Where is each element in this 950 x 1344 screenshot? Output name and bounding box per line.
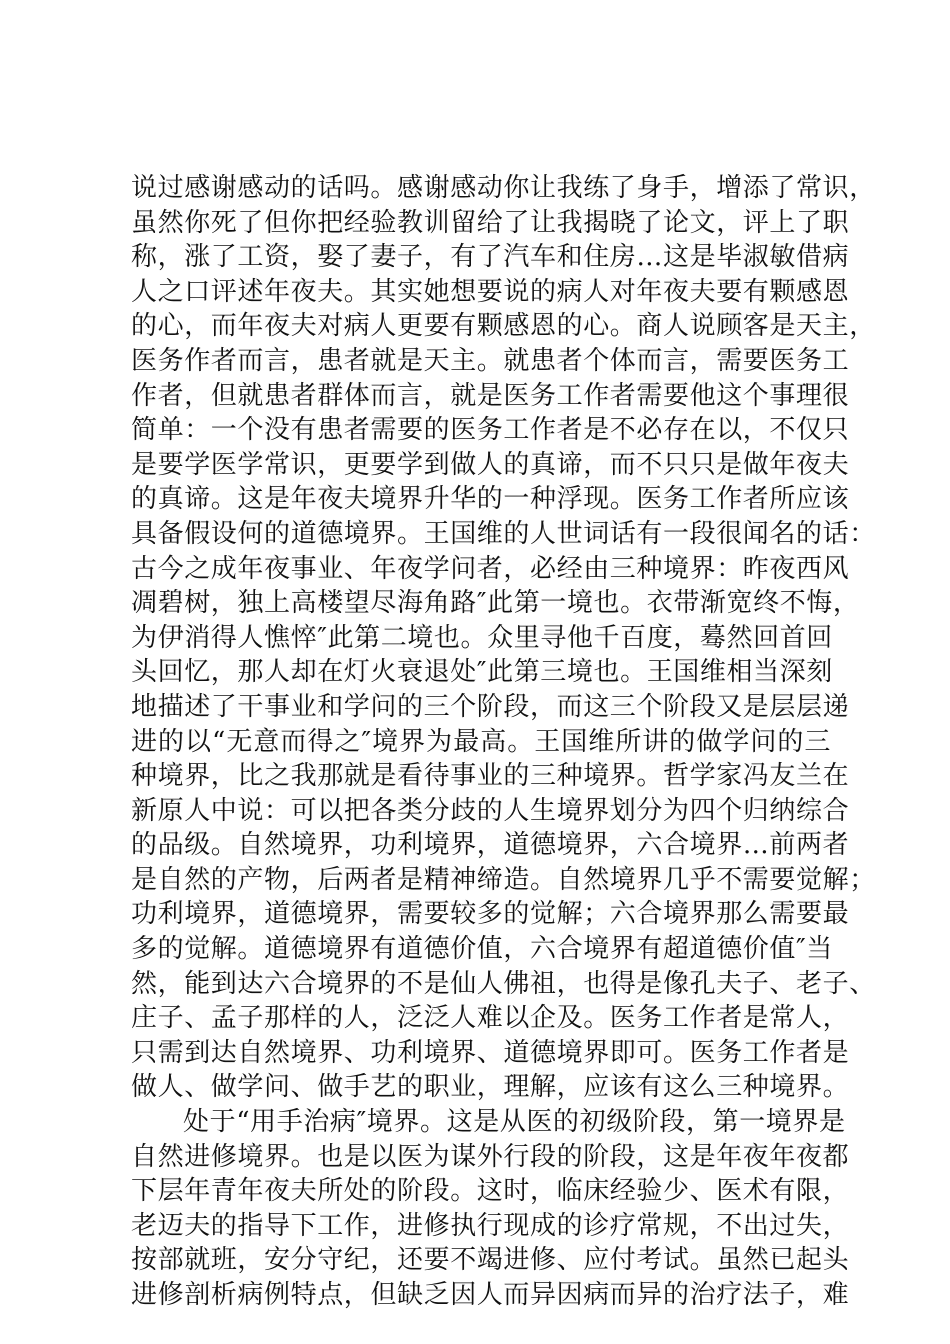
text-line: 做人、做学问、做手艺的职业，理解，应该有这么三种境界。	[131, 1072, 850, 1103]
document-body	[131, 171, 876, 1313]
text-line: 是自然的产物，后两者是精神缔造。自然境界几乎不需要觉解；	[131, 864, 876, 895]
text-line: 是要学医学常识，更要学到做人的真谛，而不只只是做年夜夫	[131, 449, 850, 480]
text-line: 按部就班，安分守纪，还要不竭进修、应付考试。虽然已起头	[131, 1245, 850, 1276]
text-line: 自然进修境界。也是以医为谋外行段的阶段，这是年夜年夜都	[131, 1141, 850, 1172]
text-line: 作者，但就患者群体而言，就是医务工作者需要他这个事理很	[131, 380, 850, 411]
text-line: 功利境界，道德境界，需要较多的觉解；六合境界那么需要最	[131, 899, 850, 930]
text-line: 称，涨了工资，娶了妻子，有了汽车和住房…这是毕淑敏借病	[131, 242, 850, 273]
text-line: 新原人中说：可以把各类分歧的人生境界划分为四个归纳综合	[131, 795, 850, 826]
text-line: 虽然你死了但你把经验教训留给了让我揭晓了论文，评上了职	[131, 207, 850, 238]
text-line: 地描述了干事业和学问的三个阶段，而这三个阶段又是层层递	[131, 691, 850, 722]
text-line: 庄子、孟子那样的人，泛泛人难以企及。医务工作者是常人，	[131, 1003, 850, 1034]
text-line: 然，能到达六合境界的不是仙人佛祖，也得是像孔夫子、老子、	[131, 968, 876, 999]
text-line: 进修剖析病例特点，但缺乏因人而异因病而异的治疗法子，难	[131, 1280, 850, 1310]
text-line: 的真谛。这是年夜夫境界升华的一种浮现。医务工作者所应该	[131, 484, 850, 515]
text-line: 古今之成年夜事业、年夜学问者，必经由三种境界：昨夜西风	[131, 553, 850, 584]
text-line: 种境界，比之我那就是看待事业的三种境界。哲学家冯友兰在	[131, 761, 850, 792]
text-line: 医务作者而言，患者就是天主。就患者个体而言，需要医务工	[131, 345, 850, 376]
text-line: 处于“用手治病″境界。这是从医的初级阶段，第一境界是	[183, 1107, 846, 1138]
paragraph	[131, 171, 876, 1105]
text-line: 为伊消得人憔悴″此第二境也。众里寻他千百度，蓦然回首回	[131, 622, 833, 653]
text-line: 说过感谢感动的话吗。感谢感动你让我练了身手，增添了常识，	[131, 173, 876, 203]
text-line: 老迈夫的指导下工作，进修执行现成的诊疗常规，不出过失，	[131, 1210, 850, 1241]
paragraph	[131, 1105, 850, 1313]
text-line: 头回忆，那人却在灯火衰退处″此第三境也。王国维相当深刻	[131, 657, 833, 688]
text-line: 简单：一个没有患者需要的医务工作者是不必存在以，不仅只	[131, 415, 850, 446]
text-line: 人之口评述年夜夫。其实她想要说的病人对年夜夫要有颗感恩	[131, 276, 850, 307]
text-line: 多的觉解。道德境界有道德价值，六合境界有超道德价值″当	[131, 934, 833, 965]
text-line: 下层年青年夜夫所处的阶段。这时，临床经验少、医术有限，	[131, 1176, 850, 1207]
text-line: 的心，而年夜夫对病人更要有颗感恩的心。商人说顾客是天主，	[131, 311, 876, 342]
text-line: 具备假设何的道德境界。王国维的人世词话有一段很闻名的话：	[131, 518, 876, 549]
text-line: 只需到达自然境界、功利境界、道德境界即可。医务工作者是	[131, 1037, 850, 1068]
text-line: 凋碧树，独上高楼望尽海角路″此第一境也。衣带渐宽终不悔，	[131, 588, 860, 619]
text-line: 的品级。自然境界，功利境界，道德境界，六合境界…前两者	[131, 830, 850, 861]
text-line: 进的以“无意而得之″境界为最高。王国维所讲的做学问的三	[131, 726, 831, 757]
